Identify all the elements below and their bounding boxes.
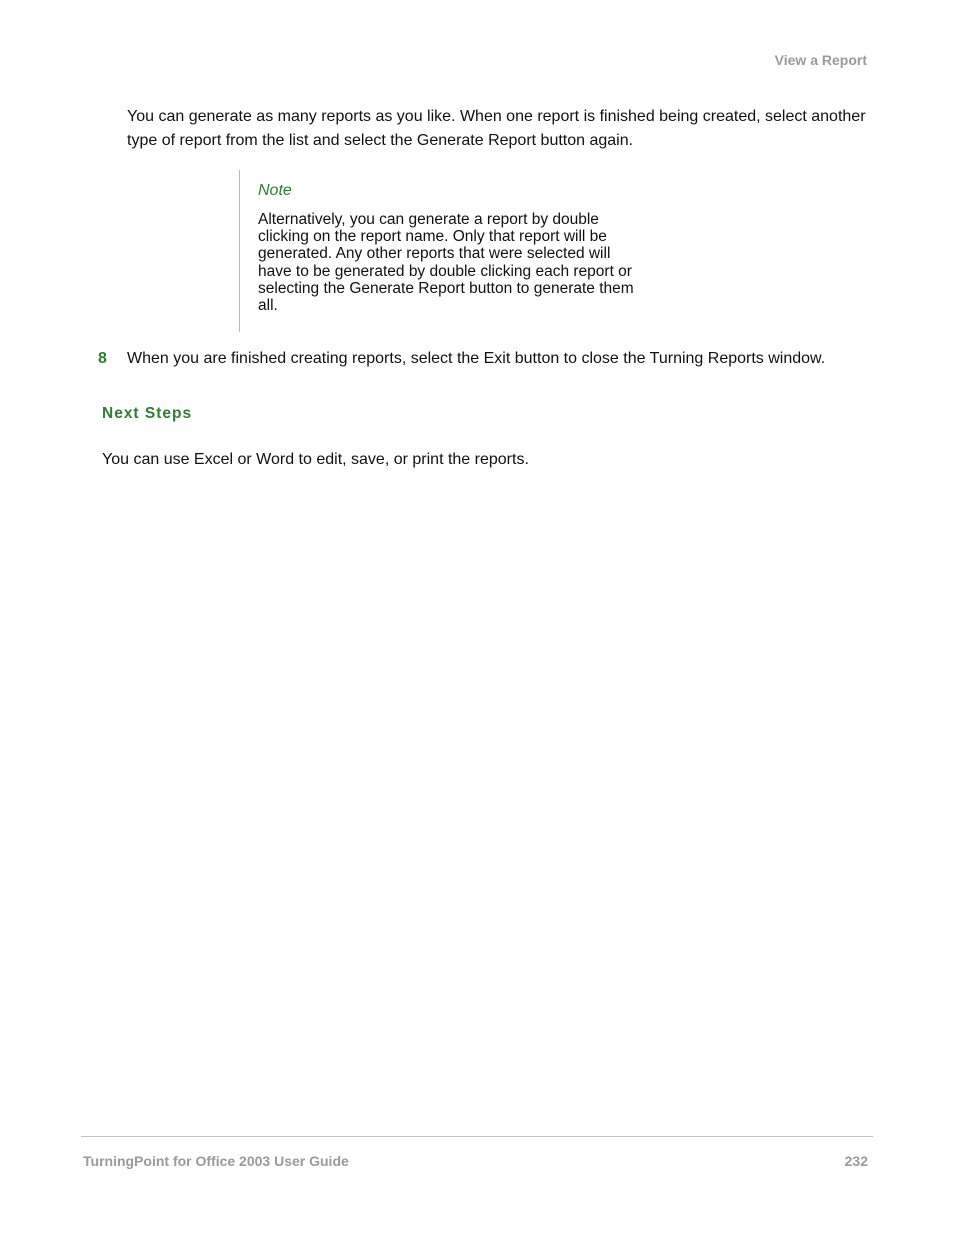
step-number: 8 [98,350,107,367]
step-text: When you are finished creating reports, select the Exit button to close the Turning Reports window. [127,350,826,367]
intro-paragraph: You can generate as many reports as you like. When one report is finished being created, select another type of report from the list and select the Generate Report button again. [127,108,866,149]
footer-guide-title: TurningPoint for Office 2003 User Guide [83,1153,349,1169]
note-box [239,170,635,332]
next-steps-heading: Next Steps [102,405,193,422]
running-header: View a Report [774,52,867,68]
note-label: Note [258,182,292,199]
footer-page-number: 232 [844,1153,868,1169]
note-text: Alternatively, you can generate a report by double clicking on the report name. Only that report will be generated. Any other reports that were selected will have to be generated by double clicking each report or selecting the Generate Report button to generate them all. [258,211,634,315]
next-steps-paragraph: You can use Excel or Word to edit, save, or print the reports. [102,451,529,468]
step-item [98,347,878,371]
footer-divider [81,1136,873,1137]
